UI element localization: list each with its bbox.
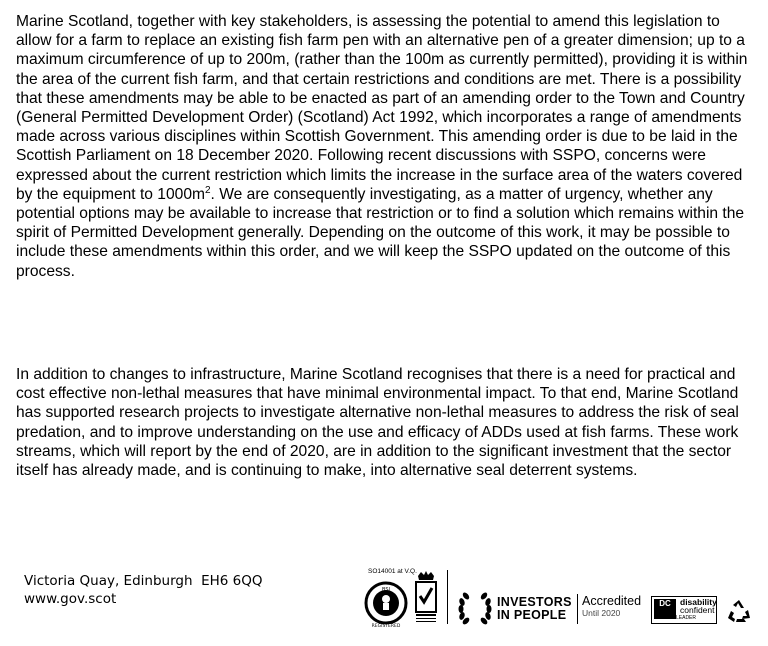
accredited-until: Until 2020 [582, 608, 621, 618]
investors-line-2: IN PEOPLE [497, 608, 567, 622]
bsi-text: BSI [382, 587, 390, 593]
investors-line-1: INVESTORS [497, 595, 572, 609]
accredited-label: Accredited [582, 594, 642, 608]
paragraph-non-lethal-measures: In addition to changes to infrastructure, Marine Scotland recognises that there is a need for practical and cost effective non-lethal measures that have minimal environmental impact. To that end, Marine Scotland has supported research projects to investigate alternative non-lethal measures to address the risk of seal predation, and to improve understanding on the use and efficacy of ADDs used at fish farms. These work streams, which will report by the end of 2020, are in addition to the significant investment that the sector itself has already made, and is continuing to make, into alternative seal deterrent systems. [16, 366, 739, 480]
paragraph-1-text-a: Marine Scotland, together with key stakeholders, is assessing the potential to amend this legislation to allow for a farm to replace an existing fish farm pen with an alternative pen of a greater dimension; up to a maximum circumference of up to 200m, (rather than the 100m as currently permitted), providing it is within the area of the current fish farm, and that certain restrictions and conditions are met. There is a possibility that these amendments may be able to be enacted as part of an amending order to the Town and Country (General Permitted Development Order) (Scotland) Act 1992, which incorporates a range of amendments made across various disciplines within Scottish Government. This amending order is due to be laid in the Scottish Parliament on 18 December 2020. Following recent discussions with SSPO, concerns were expressed about the current restriction which limits the increase in the surface area of the waters covered by the equipment to 1000m [16, 13, 748, 203]
paragraph-1-text-b: . We are consequently investigating, as a matter of urgency, whether any potential options may be available to increase that restriction or to find a solution which remains within the spirit of Permitted Development generally. Depending on the outcome of this work, it may be possible to include these amendments within this order, and we will keep the SSPO updated on the outcome of this process. [16, 185, 745, 280]
paragraph-planning-amendment [16, 12, 752, 281]
confident-text: confident [680, 605, 715, 615]
iso-text: SO14001 at V.Q. [368, 568, 417, 575]
footer-address: Victoria Quay, Edinburgh EH6 6QQ [24, 573, 263, 589]
registration-number-strip [444, 568, 452, 626]
crown-accreditation-logo [412, 570, 440, 628]
bsi-registered-logo [364, 568, 417, 630]
leader-text: LEADER [676, 615, 697, 621]
superscript-2: 2 [204, 184, 211, 196]
footer-logos [364, 568, 759, 630]
footer-website-link[interactable]: www.gov.scot [24, 591, 117, 607]
registered-text: REGISTERED [371, 624, 401, 629]
laurel-wreath-icon [456, 588, 494, 628]
dc-mark: DC [654, 599, 676, 619]
recycle-icon [726, 598, 752, 624]
disability-confident-logo [651, 596, 717, 624]
footer-address-block [24, 572, 263, 608]
investors-in-people-text [497, 596, 572, 622]
accredited-badge [577, 594, 641, 624]
disability-text: disability [680, 597, 717, 607]
